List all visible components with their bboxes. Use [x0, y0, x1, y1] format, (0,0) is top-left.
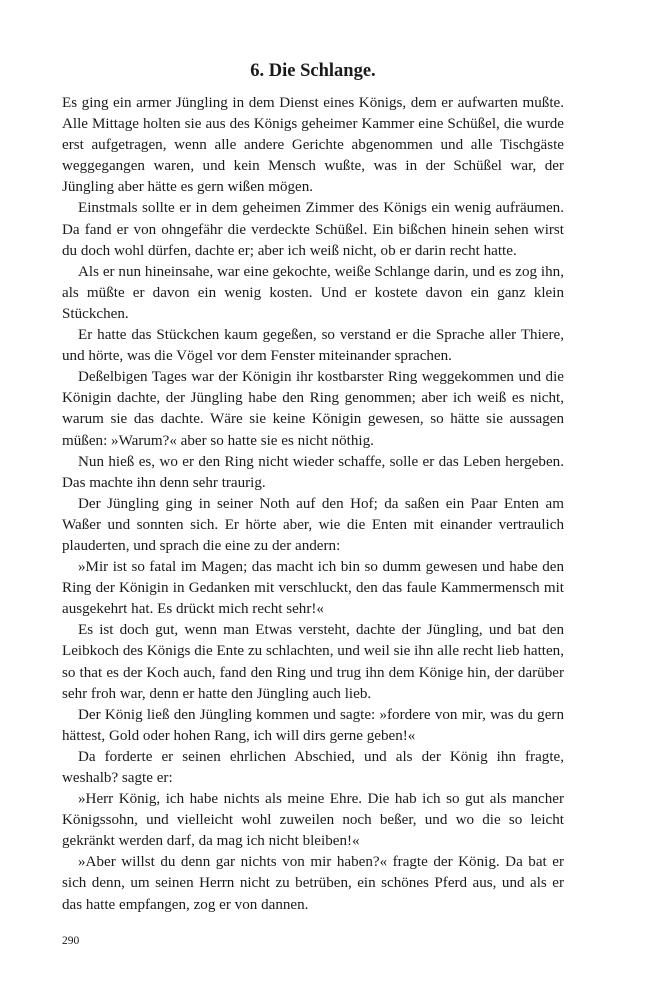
paragraph-13: »Aber willst du denn gar nichts von mir haben?« fragte der König. Da bat er sich denn, um seinen Herrn nicht zu betrüben, ein schönes Pferd aus, und als er das hatte empfangen, zog er von dannen. — [62, 854, 564, 913]
paragraph-12: »Herr König, ich habe nichts als meine Ehre. Die hab ich so gut als mancher Königssohn, und vielleicht wohl zuweilen noch beßer, und wo die so leicht gekränkt werden darf, da mag ich nicht bleiben!« — [62, 791, 564, 850]
paragraph-7: Der Jüngling ging in seiner Noth auf den Hof; da saßen ein Paar Enten am Waßer und sonnten sich. Er hörte aber, wie die Enten mit einander vertraulich plauderten, und sprach die eine zu der andern: — [62, 495, 564, 554]
paragraph-3: Als er nun hineinsahe, war eine gekochte, weiße Schlange darin, und es zog ihn, als müßte er davon ein wenig kosten. Und er kostete davon ein ganz klein Stückchen. — [62, 263, 564, 322]
paragraph-6: Nun hieß es, wo er den Ring nicht wieder schaffe, solle er das Leben hergeben. Das machte ihn denn sehr traurig. — [62, 453, 564, 491]
paragraph-11: Da forderte er seinen ehrlichen Abschied, und als der König ihn fragte, weshalb? sagte er: — [62, 748, 564, 786]
paragraph-9: Es ist doch gut, wenn man Etwas versteht, dachte der Jüngling, und bat den Leibkoch des Königs die Ente zu schlachten, und weil sie ihn alle recht lieb hatten, so that es der Koch auch, fand den Ring und trug ihn dem Könige hin, der darüber sehr froh war, denn er hatte den Jüngling auch lieb. — [62, 622, 564, 702]
page-content — [62, 58, 564, 916]
paragraph-4: Er hatte das Stückchen kaum gegeßen, so verstand er die Sprache aller Thiere, und hörte, was die Vögel vor dem Fenster miteinander sprachen. — [62, 327, 564, 365]
paragraph-5: Deßelbigen Tages war der Königin ihr kostbarster Ring weggekommen und die Königin dachte, der Jüngling habe den Ring genommen; aber ich weiß es nicht, warum sie das dachte. Wäre sie keine Königin gewesen, so hätte sie aussagen müßen: »Warum?« aber so hatte sie es nicht nöthig. — [62, 369, 564, 449]
paragraph-10: Der König ließ den Jüngling kommen und sagte: »fordere von mir, was du gern hättest, Gold oder hohen Rang, ich will dirs gerne geben!« — [62, 706, 564, 744]
paragraph-1: Es ging ein armer Jüngling in dem Dienst eines Königs, dem er aufwarten mußte. Alle Mittage holten sie aus des Königs geheimer Kammer eine Schüßel, die wurde erst aufgetragen, wenn alle andere Gerichte abgenommen und alle Tischgäste weggegangen waren, und kein Mensch wußte, was in der Schüßel war, der Jüngling aber hätte es gern wißen mögen. — [62, 95, 564, 196]
paragraph-8: »Mir ist so fatal im Magen; das macht ich bin so dumm gewesen und habe den Ring der Königin in Gedanken mit verschluckt, den das faule Kammermensch mit ausgekehrt hat. Es drückt mich recht sehr!« — [62, 559, 564, 618]
paragraph-2: Einstmals sollte er in dem geheimen Zimmer des Königs ein wenig aufräumen. Da fand er von ohngefähr die verdeckte Schüßel. Ein bißchen hinein sehen wirst du doch wohl dürfen, dachte er; aber ich weiß nicht, ob er darin recht hatte. — [62, 200, 564, 259]
chapter-title: 6. Die Schlange. — [250, 61, 376, 81]
page-number: 290 — [62, 935, 80, 947]
